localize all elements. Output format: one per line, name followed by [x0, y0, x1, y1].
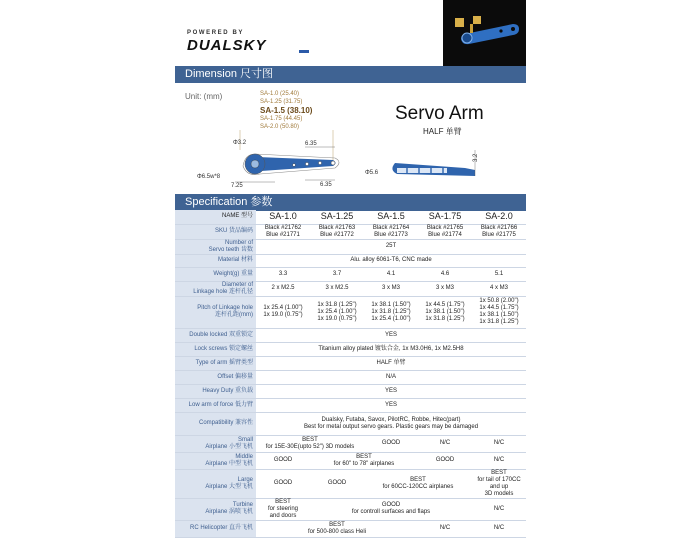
- spec-cell: BEST for 500-800 class Heli: [256, 520, 418, 537]
- spec-row: [175, 384, 526, 398]
- spec-row: [175, 452, 526, 469]
- spec-value: Dualsky, Futaba, Savox, PilotRC, Robbe, Hitec(part) Best for metal output servo gears. Plastic gears may be damaged: [256, 412, 526, 435]
- spec-row-label: Turbine Airplane 涡喷飞机: [175, 498, 256, 520]
- dim-pitch-top: 6.35: [305, 141, 317, 147]
- spec-row-label: Offset 偏移量: [175, 370, 256, 384]
- spec-cell: 3.3: [256, 267, 310, 281]
- spec-table: [175, 210, 526, 538]
- spec-value: 25T: [256, 239, 526, 254]
- spec-cell: BEST for 60CC-120CC airplanes: [364, 469, 472, 498]
- spec-cell: GOOD: [256, 469, 310, 498]
- brand-name: DUALSKY: [187, 37, 267, 54]
- spec-row-label: Low arm of force 低力臂: [175, 398, 256, 412]
- size-item: SA-1.25 (31.75): [260, 99, 303, 105]
- brand-logo: [187, 30, 317, 54]
- spec-cell: 3 x M2.5: [310, 281, 364, 296]
- dim-side-hole: Φ5.6: [365, 170, 379, 176]
- spec-cell: SA-2.0: [472, 210, 526, 224]
- spec-cell: 1x 50.8 (2.00") 1x 44.5 (1.75") 1x 38.1 (1.50") 1x 31.8 (1.25"): [472, 296, 526, 328]
- spec-cell: 3 x M3: [418, 281, 472, 296]
- size-item-selected: SA-1.5 (38.10): [260, 106, 313, 115]
- spec-value: HALF 单臂: [256, 356, 526, 370]
- spec-row-label: RC Helicopter 直升飞机: [175, 520, 256, 537]
- spec-row-label: Diameter of Linkage hole 连杆孔径: [175, 281, 256, 296]
- spec-value: YES: [256, 398, 526, 412]
- dim-hub-width: 7.25: [231, 183, 243, 189]
- spec-row: [175, 412, 526, 435]
- spec-cell: GOOD: [256, 452, 310, 469]
- spec-cell: BEST for 60" to 78" airplanes: [310, 452, 418, 469]
- spec-cell: 1x 25.4 (1.00") 1x 19.0 (0.75"): [256, 296, 310, 328]
- spec-row: [175, 356, 526, 370]
- spec-cell: Black #21765 Blue #21774: [418, 224, 472, 239]
- spec-cell: BEST for 15E-30E(upto 52") 3D models: [256, 435, 364, 452]
- arm-side-view: [392, 150, 475, 176]
- spec-cell: 1x 38.1 (1.50") 1x 31.8 (1.25") 1x 25.4 (1.00"): [364, 296, 418, 328]
- dimension-drawing: [175, 130, 526, 192]
- spec-cell: Black #21762 Blue #21771: [256, 224, 310, 239]
- spec-cell: 1x 44.5 (1.75") 1x 38.1 (1.50") 1x 31.8 (1.25"): [418, 296, 472, 328]
- spec-row: [175, 224, 526, 239]
- spec-cell: 5.1: [472, 267, 526, 281]
- specification-header: Specification 参数: [175, 194, 526, 211]
- size-item: SA-1.75 (44.45): [260, 116, 303, 122]
- spec-value: Alu. alloy 6061-T6, CNC made: [256, 254, 526, 267]
- arm-top-view: [235, 130, 339, 182]
- dim-spline: Φ6.5w*8: [197, 174, 221, 180]
- powered-by-text: POWERED BY: [187, 30, 245, 36]
- size-item: SA-1.0 (25.40): [260, 91, 300, 97]
- dim-hole-diameter: Φ3.2: [233, 140, 247, 146]
- spec-cell: SA-1.75: [418, 210, 472, 224]
- spec-cell: Black #21763 Blue #21772: [310, 224, 364, 239]
- dim-pitch-bottom: 6.35: [320, 182, 332, 188]
- product-subtitle: HALF 单臂: [423, 127, 462, 136]
- spec-row-label: Compatibility 兼容性: [175, 412, 256, 435]
- size-item: SA-2.0 (50.80): [260, 124, 300, 130]
- spec-cell: N/C: [472, 452, 526, 469]
- spec-value: YES: [256, 328, 526, 342]
- spec-row: [175, 370, 526, 384]
- spec-value: N/A: [256, 370, 526, 384]
- spec-row: [175, 328, 526, 342]
- spec-row-label: Small Airplane 小型飞机: [175, 435, 256, 452]
- spec-row: [175, 254, 526, 267]
- spec-cell: Black #21764 Blue #21773: [364, 224, 418, 239]
- spec-row: [175, 267, 526, 281]
- spec-cell: 3.7: [310, 267, 364, 281]
- spec-row-label: Weight(g) 重量: [175, 267, 256, 281]
- spec-row: [175, 239, 526, 254]
- spec-row-label: Large Airplane 大型飞机: [175, 469, 256, 498]
- spec-row-label: NAME 型号: [175, 210, 256, 224]
- unit-label: Unit: (mm): [185, 92, 223, 101]
- spec-value: YES: [256, 384, 526, 398]
- brand-accent-bar: [299, 50, 309, 53]
- spec-cell: 2 x M2.5: [256, 281, 310, 296]
- spec-cell: GOOD: [418, 452, 472, 469]
- spec-cell: 3 x M3: [364, 281, 418, 296]
- spec-row: [175, 281, 526, 296]
- spec-row: [175, 210, 526, 224]
- spec-cell: N/C: [472, 435, 526, 452]
- spec-cell: SA-1.25: [310, 210, 364, 224]
- spec-cell: 1x 31.8 (1.25") 1x 25.4 (1.00") 1x 19.0 (0.75"): [310, 296, 364, 328]
- spec-row-label: Material 材料: [175, 254, 256, 267]
- spec-row-label: Pitch of Linkage hole 连杆孔距(mm): [175, 296, 256, 328]
- spec-row-label: Double locked 双重锁定: [175, 328, 256, 342]
- spec-cell: GOOD: [364, 435, 418, 452]
- spec-row-label: Heavy Duty 重负载: [175, 384, 256, 398]
- spec-cell: Black #21766 Blue #21775: [472, 224, 526, 239]
- size-list: [260, 90, 312, 131]
- spec-cell: GOOD: [310, 469, 364, 498]
- product-photo: [443, 0, 526, 66]
- spec-cell: N/C: [472, 498, 526, 520]
- spec-cell: GOOD for controll surfaces and flaps: [310, 498, 472, 520]
- spec-row-label: Number of Servo teeth 齿数: [175, 239, 256, 254]
- spec-table-body: [175, 210, 526, 537]
- product-title: Servo Arm: [395, 103, 484, 124]
- spec-row: [175, 469, 526, 498]
- spec-row-label: Type of arm 摇臂类型: [175, 356, 256, 370]
- spec-cell: BEST for steering and doors: [256, 498, 310, 520]
- spec-cell: N/C: [418, 520, 472, 537]
- spec-row: [175, 398, 526, 412]
- dim-thickness: 3.2: [473, 153, 479, 162]
- spec-row-label: SKU 货品编码: [175, 224, 256, 239]
- spec-cell: BEST for tail of 170CC and up 3D models: [472, 469, 526, 498]
- spec-row-label: Lock screws 锁定螺丝: [175, 342, 256, 356]
- spec-cell: SA-1.0: [256, 210, 310, 224]
- spec-row: [175, 342, 526, 356]
- spec-row-label: Middle Airplane 中型飞机: [175, 452, 256, 469]
- spec-row: [175, 435, 526, 452]
- spec-sheet: [175, 0, 526, 560]
- spec-cell: 4.6: [418, 267, 472, 281]
- dimension-header: Dimension 尺寸图: [175, 66, 526, 83]
- spec-cell: N/C: [418, 435, 472, 452]
- spec-cell: SA-1.5: [364, 210, 418, 224]
- spec-row: [175, 520, 526, 537]
- spec-value: Titanium alloy plated 镀钛合金, 1x M3.0H6, 1x M2.5H8: [256, 342, 526, 356]
- spec-cell: 4.1: [364, 267, 418, 281]
- spec-cell: N/C: [472, 520, 526, 537]
- spec-row: [175, 498, 526, 520]
- spec-cell: 4 x M3: [472, 281, 526, 296]
- spec-row: [175, 296, 526, 328]
